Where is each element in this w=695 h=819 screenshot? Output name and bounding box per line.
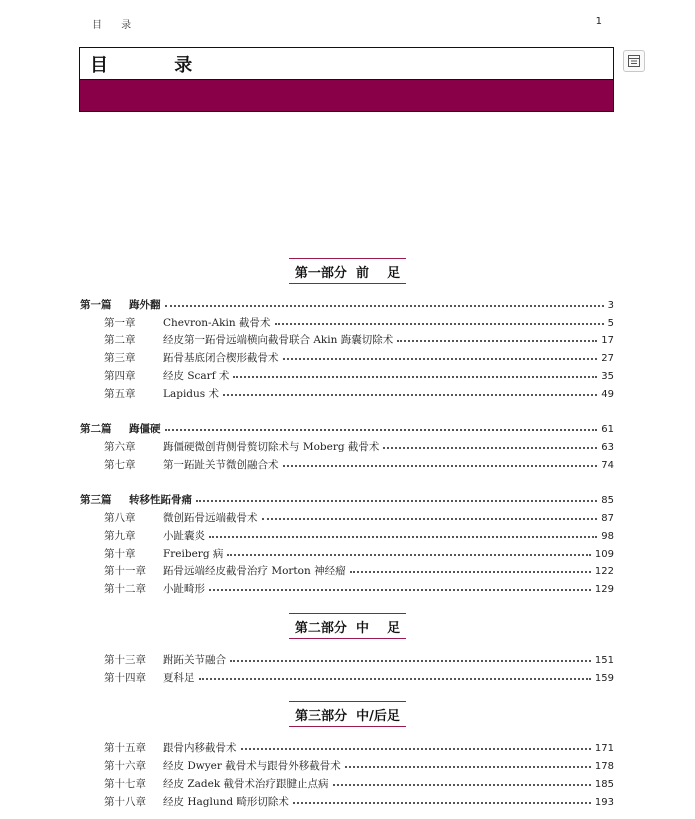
- toc-entry-page: 85: [601, 495, 614, 506]
- toc-entry-title: 小趾畸形: [163, 583, 205, 595]
- toc-chapter-entry[interactable]: [104, 315, 614, 331]
- toc-entry-label: 第十章: [104, 548, 136, 560]
- toc-entry-label: 第八章: [104, 512, 136, 524]
- toc-entry-title: 夏科足: [163, 672, 195, 684]
- toc-entry-title: Chevron-Akin 截骨术: [163, 317, 271, 329]
- title-box: [79, 47, 614, 79]
- toc-chapter-entry[interactable]: [104, 758, 614, 774]
- toc-entry-page: 193: [594, 797, 614, 808]
- part-heading-text: 第一部分 前 足: [289, 258, 406, 284]
- toc-entry-title: 踇外翻: [129, 299, 161, 311]
- toc-chapter-entry[interactable]: [104, 528, 614, 544]
- toc-dot-leader: [227, 554, 591, 556]
- toc-entry-title: 跖骨基底闭合楔形截骨术: [163, 352, 279, 364]
- toc-entry-label: 第四章: [104, 370, 136, 382]
- part-heading-text: 第二部分 中 足: [289, 613, 406, 639]
- toc-chapter-entry[interactable]: [104, 457, 614, 473]
- toc-entry-page: 61: [601, 424, 614, 435]
- toc-chapter-entry[interactable]: [104, 776, 614, 792]
- toc-dot-leader: [333, 784, 591, 786]
- toc-entry-page: 185: [594, 779, 614, 790]
- toc-entry-label: 第十七章: [104, 778, 146, 790]
- toc-entry-label: 第十一章: [104, 565, 146, 577]
- toc-entry-label: 第一章: [104, 317, 136, 329]
- toc-entry-title: 踇僵硬: [129, 423, 161, 435]
- title-color-band: [79, 79, 614, 112]
- toc-entry-label: 第十二章: [104, 583, 146, 595]
- toc-entry-page: 5: [607, 318, 614, 329]
- toc-dot-leader: [293, 802, 591, 804]
- toc-chapter-entry[interactable]: [104, 332, 614, 348]
- toc-dot-leader: [223, 394, 597, 396]
- toc-entry-page: 35: [601, 371, 614, 382]
- page-layout-icon-glyph: [627, 54, 641, 68]
- toc-entry-label: 第九章: [104, 530, 136, 542]
- toc-entry-label: 第五章: [104, 388, 136, 400]
- toc-dot-leader: [283, 358, 598, 360]
- toc-entry-label: 第六章: [104, 441, 136, 453]
- toc-section-entry[interactable]: [80, 492, 614, 508]
- toc-entry-label: 第二篇: [80, 423, 112, 435]
- toc-chapter-entry[interactable]: [104, 546, 614, 562]
- toc-section-entry[interactable]: [80, 421, 614, 437]
- toc-dot-leader: [165, 305, 604, 307]
- toc-entry-page: 178: [594, 761, 614, 772]
- toc-dot-leader: [283, 465, 598, 467]
- toc-dot-leader: [196, 500, 597, 502]
- toc-chapter-entry[interactable]: [104, 439, 614, 455]
- toc-entry-label: 第七章: [104, 459, 136, 471]
- toc-entry-label: 第十八章: [104, 796, 146, 808]
- toc-dot-leader: [350, 571, 591, 573]
- toc-entry-page: 122: [594, 566, 614, 577]
- toc-entry-title: Freiberg 病: [163, 548, 224, 560]
- toc-dot-leader: [233, 376, 597, 378]
- toc-entry-label: 第三章: [104, 352, 136, 364]
- toc-entry-label: 第二章: [104, 334, 136, 346]
- toc-entry-label: 第一篇: [80, 299, 112, 311]
- toc-dot-leader: [230, 660, 591, 662]
- toc-entry-title: 踇僵硬微创背侧骨赘切除术与 Moberg 截骨术: [163, 441, 380, 453]
- toc-entry-title: 小趾囊炎: [163, 530, 205, 542]
- toc-dot-leader: [241, 748, 591, 750]
- toc-entry-page: 74: [601, 460, 614, 471]
- toc-entry-title: 跟骨内移截骨术: [163, 742, 237, 754]
- toc-entry-title: 经皮 Scarf 术: [163, 370, 230, 382]
- toc-entry-title: 经皮 Haglund 畸形切除术: [163, 796, 289, 808]
- toc-dot-leader: [199, 678, 591, 680]
- part-heading-2: [0, 613, 695, 639]
- page-number: 1: [595, 16, 602, 27]
- toc-entry-title: 微创跖骨远端截骨术: [163, 512, 258, 524]
- toc-dot-leader: [345, 766, 591, 768]
- toc-entry-title: 经皮 Dwyer 截骨术与跟骨外移截骨术: [163, 760, 341, 772]
- toc-section-entry[interactable]: [80, 297, 614, 313]
- toc-chapter-entry[interactable]: [104, 740, 614, 756]
- part-heading-1: [0, 258, 695, 284]
- running-head: 目 录: [92, 20, 140, 31]
- toc-dot-leader: [397, 340, 597, 342]
- toc-entry-page: 171: [594, 743, 614, 754]
- toc-chapter-entry[interactable]: [104, 563, 614, 579]
- toc-chapter-entry[interactable]: [104, 652, 614, 668]
- toc-dot-leader: [262, 518, 598, 520]
- toc-entry-title: 经皮 Zadek 截骨术治疗跟腱止点病: [163, 778, 329, 790]
- toc-dot-leader: [209, 536, 597, 538]
- toc-chapter-entry[interactable]: [104, 368, 614, 384]
- toc-entry-page: 129: [594, 584, 614, 595]
- toc-entry-page: 17: [601, 335, 614, 346]
- part-heading-3: [0, 701, 695, 727]
- toc-chapter-entry[interactable]: [104, 794, 614, 810]
- toc-entry-label: 第三篇: [80, 494, 112, 506]
- toc-entry-label: 第十五章: [104, 742, 146, 754]
- toc-chapter-entry[interactable]: [104, 581, 614, 597]
- toc-entry-title: 跗跖关节融合: [163, 654, 226, 666]
- toc-entry-page: 151: [594, 655, 614, 666]
- toc-entry-label: 第十六章: [104, 760, 146, 772]
- toc-chapter-entry[interactable]: [104, 670, 614, 686]
- part-heading-text: 第三部分 中/后足: [289, 701, 406, 727]
- toc-entry-page: 159: [594, 673, 614, 684]
- toc-dot-leader: [383, 447, 597, 449]
- toc-entry-title: 第一跖趾关节微创融合术: [163, 459, 279, 471]
- toc-dot-leader: [165, 429, 598, 431]
- toc-chapter-entry[interactable]: [104, 510, 614, 526]
- toc-entry-page: 27: [601, 353, 614, 364]
- toc-dot-leader: [275, 323, 604, 325]
- toc-entry-page: 49: [601, 389, 614, 400]
- toc-entry-title: Lapidus 术: [163, 388, 220, 400]
- toc-entry-page: 98: [601, 531, 614, 542]
- page-layout-icon[interactable]: [623, 50, 645, 72]
- page-title: 目 录: [90, 55, 223, 76]
- toc-entry-page: 87: [601, 513, 614, 524]
- toc-chapter-entry[interactable]: [104, 350, 614, 366]
- toc-entry-page: 3: [607, 300, 614, 311]
- toc-entry-title: 转移性跖骨痛: [129, 494, 192, 506]
- toc-entry-label: 第十四章: [104, 672, 146, 684]
- toc-chapter-entry[interactable]: [104, 386, 614, 402]
- toc-dot-leader: [209, 589, 591, 591]
- toc-entry-page: 109: [594, 549, 614, 560]
- toc-entry-title: 经皮第一跖骨远端横向截骨联合 Akin 踇囊切除术: [163, 334, 394, 346]
- toc-entry-title: 跖骨远端经皮截骨治疗 Morton 神经瘤: [163, 565, 346, 577]
- toc-entry-page: 63: [601, 442, 614, 453]
- toc-entry-label: 第十三章: [104, 654, 146, 666]
